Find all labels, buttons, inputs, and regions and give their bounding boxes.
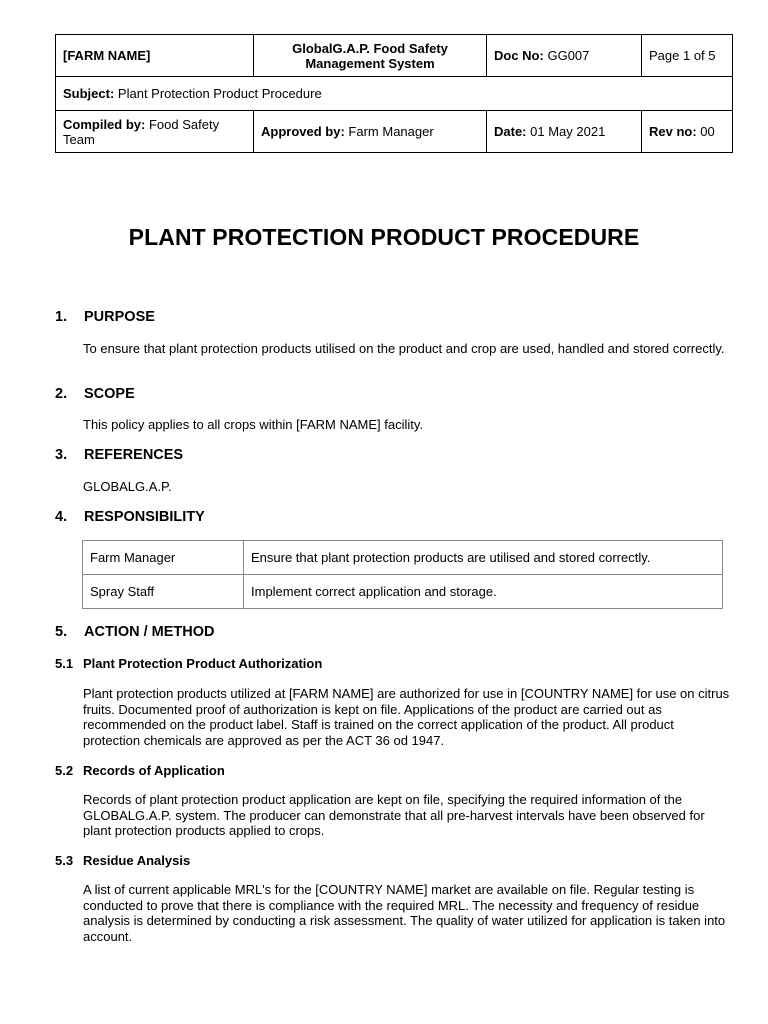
section-title: RESPONSIBILITY [84,509,205,525]
responsibility-table [82,540,723,609]
table-row [83,575,723,609]
section-heading-action [55,624,215,640]
document-title: PLANT PROTECTION PRODUCT PROCEDURE [128,224,640,250]
section-heading-responsibility [55,509,205,525]
farm-name-cell: [FARM NAME] [56,35,254,77]
references-text: GLOBALG.A.P. [83,479,172,494]
approved-value: Farm Manager [348,124,434,139]
rev-label: Rev no: [649,124,697,139]
section-number: 1. [55,309,68,325]
role-cell: Farm Manager [83,541,244,575]
system-title-cell: GlobalG.A.P. Food Safety Management System [254,35,487,77]
date-cell [487,111,642,153]
subsection-number: 5.1 [55,656,74,671]
section-number: 4. [55,509,68,525]
subsection-heading-residue [55,853,190,868]
date-label: Date: [494,124,527,139]
doc-no-value: GG007 [547,48,590,63]
subsection-number: 5.2 [55,763,74,778]
approved-label: Approved by: [261,124,345,139]
section-title: REFERENCES [84,447,184,463]
subsection-heading-records [55,763,225,778]
authorization-text: Plant protection products utilized at [FARM NAME] are authorized for use in [COUNTRY NAME] for use on citrus fruits. Documented proof of authorization is kept on file. Applications of the product are carried out as recommended on the product label. Staff is trained on the correct application of the product. All product protection chemicals are approved as per the ACT 36 od 1947. [83,686,730,748]
doc-no-label: Doc No: [494,48,544,63]
subsection-title: Records of Application [83,763,225,778]
section-number: 3. [55,447,68,463]
duty-cell: Implement correct application and storage. [244,575,723,609]
page-number-cell: Page 1 of 5 [642,35,733,77]
compiled-by-cell [56,111,254,153]
section-number: 5. [55,624,68,640]
subject-label: Subject: [63,86,115,101]
section-heading-purpose [55,309,155,325]
role-cell: Spray Staff [83,575,244,609]
subsection-number: 5.3 [55,853,74,868]
section-title: SCOPE [84,386,135,402]
duty-cell: Ensure that plant protection products are utilised and stored correctly. [244,541,723,575]
rev-value: 00 [700,124,715,139]
section-title: ACTION / METHOD [84,624,215,640]
subject-cell [56,77,733,111]
records-text: Records of plant protection product application are kept on file, specifying the required information of the GLOBALG.A.P. system. The producer can demonstrate that all pre-harvest intervals have been observed for plant protection products applied to crops. [83,792,705,839]
scope-text: This policy applies to all crops within [FARM NAME] facility. [83,417,424,432]
purpose-text: To ensure that plant protection products utilised on the product and crop are used, handled and stored correctly. [83,341,725,356]
subsection-title: Plant Protection Product Authorization [83,656,323,671]
compiled-label: Compiled by: [63,116,146,132]
approved-by-cell [254,111,487,153]
section-heading-references [55,447,183,463]
doc-no-cell [487,35,642,77]
subsection-title: Residue Analysis [83,853,191,868]
section-heading-scope [55,386,135,402]
section-title: PURPOSE [84,309,155,325]
section-number: 2. [55,386,68,402]
rev-no-cell [642,111,733,153]
compiled-value: Food Safety Team [63,116,220,147]
subject-value: Plant Protection Product Procedure [117,86,322,101]
document-header-table [55,34,733,153]
residue-text: A list of current applicable MRL's for the [COUNTRY NAME] market are available on file. Regular testing is conducted to prove that there is compliance with the required MRL. The necessity and frequency of residue analysis is determined by conducting a risk assessment. The quality of water utilized for application is taken into account. [83,882,726,944]
table-row [83,541,723,575]
date-value: 01 May 2021 [530,124,606,139]
subsection-heading-authorization [55,656,322,671]
